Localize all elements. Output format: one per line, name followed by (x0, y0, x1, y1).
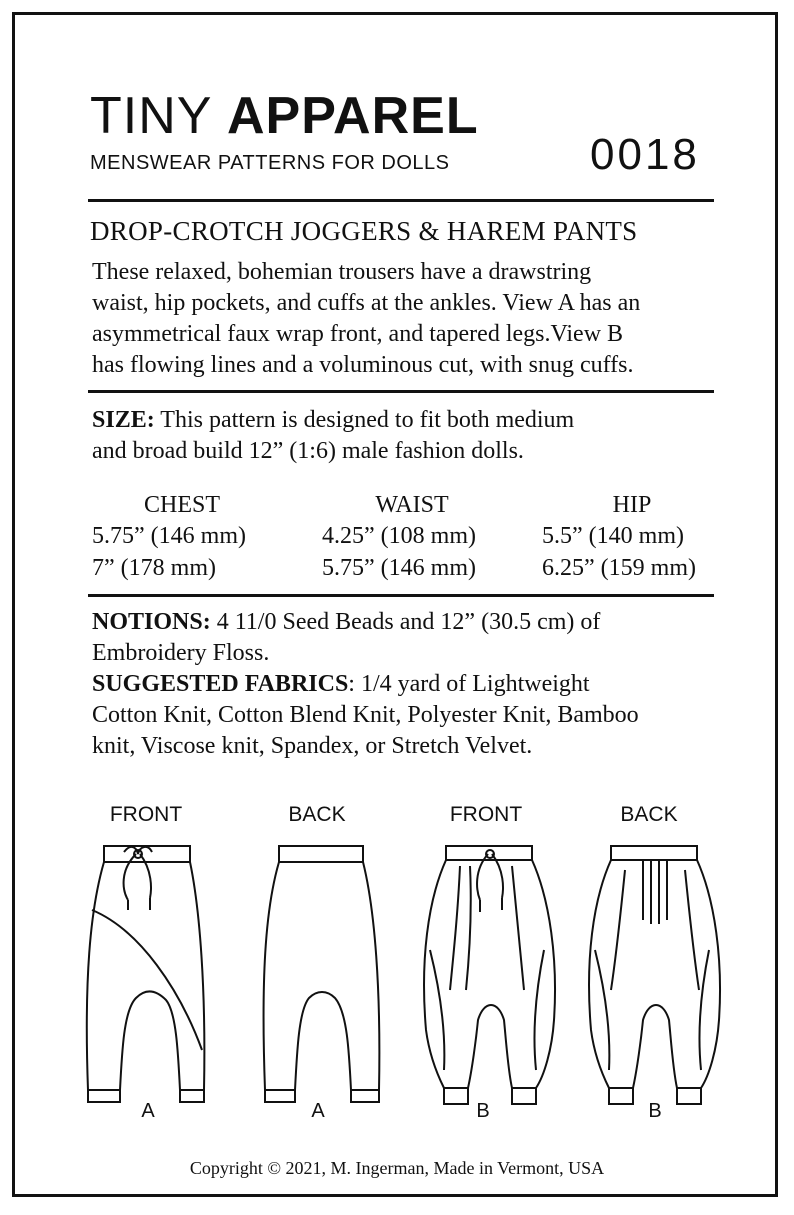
divider (88, 390, 714, 393)
fabrics-label: SUGGESTED FABRICS (92, 671, 349, 697)
copyright: Copyright © 2021, M. Ingerman, Made in Vermont, USA (189, 1158, 605, 1178)
size-cell: 6.25” (159 mm) (542, 554, 696, 581)
description-line: These relaxed, bohemian trousers have a drawstring (92, 259, 592, 285)
size-cell: 5.75” (146 mm) (322, 554, 476, 581)
size-cell: 7” (178 mm) (92, 554, 216, 581)
view-letter-a-back: A (311, 1100, 325, 1122)
description-line: waist, hip pockets, and cuffs at the ankles. View A has an (92, 290, 641, 316)
notions-section (92, 607, 742, 762)
fabrics-text: Cotton Knit, Cotton Blend Knit, Polyester Knit, Bamboo (92, 702, 639, 728)
pants-a-back-illustration (255, 840, 385, 1110)
size-cell: 5.5” (140 mm) (542, 522, 684, 549)
description (92, 257, 732, 381)
size-header-waist: WAIST (375, 491, 449, 518)
notions-text: 4 11/0 Seed Beads and 12” (30.5 cm) of (216, 609, 601, 635)
pattern-number: 0018 (590, 130, 700, 179)
size-text: This pattern is designed to fit both medium (160, 407, 575, 433)
size-text: and broad build 12” (1:6) male fashion dolls. (92, 438, 524, 464)
size-header-hip: HIP (612, 491, 652, 518)
table-row (92, 520, 722, 552)
view-letter-a: A (141, 1100, 155, 1122)
view-label-back-b: BACK (620, 803, 678, 826)
table-row (92, 552, 722, 584)
pants-b-back-illustration (585, 840, 725, 1110)
fabrics-text: knit, Viscose knit, Spandex, or Stretch Velvet. (92, 733, 533, 759)
description-line: asymmetrical faux wrap front, and tapered legs.View B (92, 321, 624, 347)
fabrics-text: : 1/4 yard of Lightweight (348, 671, 590, 697)
view-label-front-a: FRONT (109, 803, 183, 826)
divider (88, 594, 714, 597)
pattern-title: DROP-CROTCH JOGGERS & HAREM PANTS (90, 216, 638, 246)
view-letter-b: B (476, 1100, 490, 1122)
size-header-chest: CHEST (143, 491, 220, 518)
size-cell: 5.75” (146 mm) (92, 522, 246, 549)
pants-a-front-illustration (80, 840, 210, 1110)
notions-text: Embroidery Floss. (92, 640, 270, 666)
size-label: SIZE: (92, 407, 155, 433)
view-label-back-a: BACK (288, 803, 346, 826)
view-label-front-b: FRONT (449, 803, 523, 826)
divider (88, 199, 714, 202)
notions-label: NOTIONS: (92, 609, 211, 635)
description-line: has flowing lines and a voluminous cut, with snug cuffs. (92, 352, 634, 378)
size-cell: 4.25” (108 mm) (322, 522, 476, 549)
pants-b-front-illustration (420, 840, 560, 1110)
tagline: MENSWEAR PATTERNS FOR DOLLS (90, 152, 450, 174)
size-section (92, 405, 742, 467)
brand-name: TINY APPAREL (90, 87, 479, 145)
view-letter-b-back: B (648, 1100, 662, 1122)
size-table (92, 490, 722, 584)
